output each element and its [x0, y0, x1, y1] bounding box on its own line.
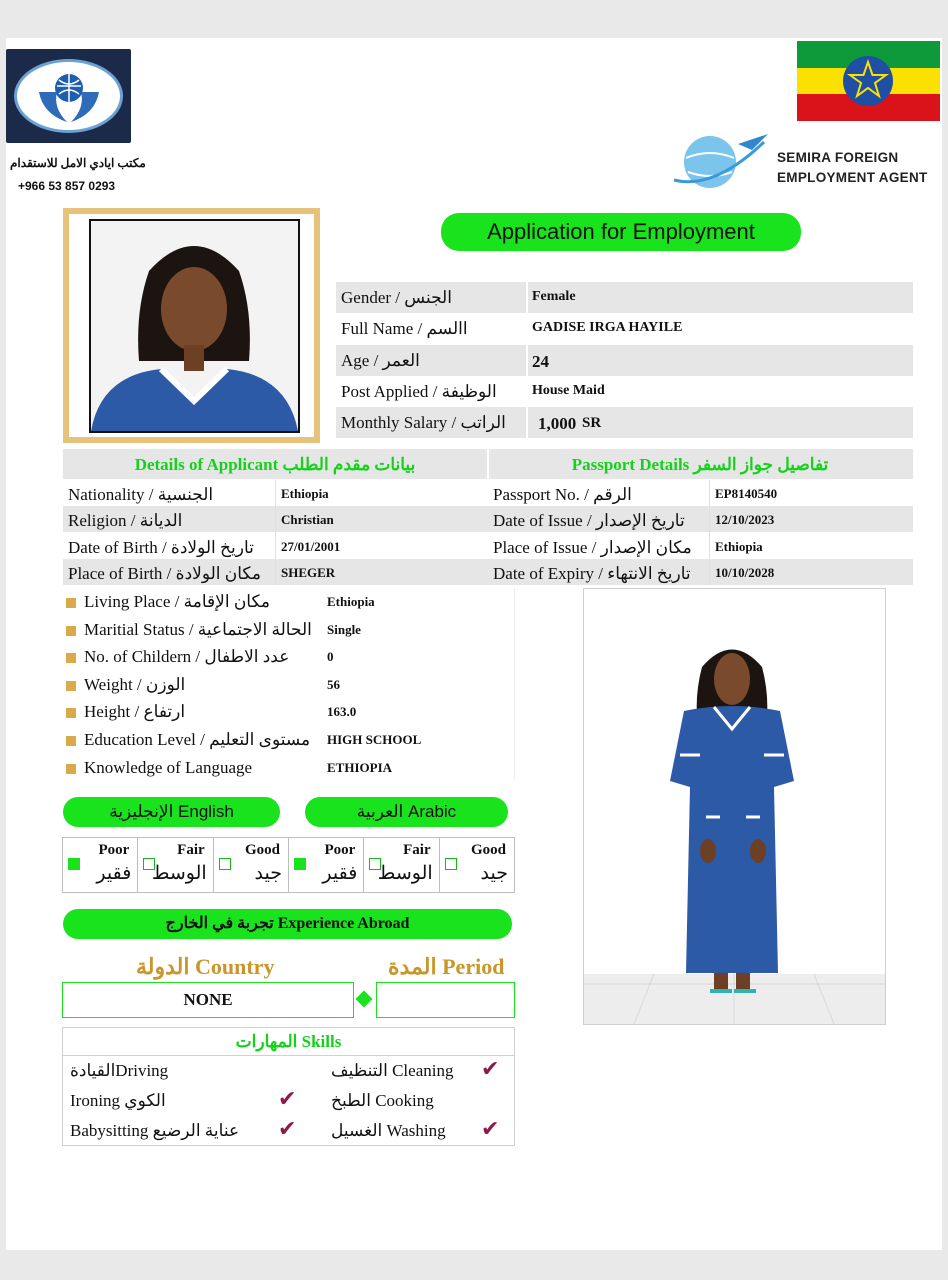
personal-label: Height / ارتفاع: [84, 702, 186, 721]
applicant-label: Date of Birth / تاريخ الولادة: [68, 538, 254, 557]
arabic-level-cell[interactable]: [440, 838, 514, 892]
portrait-frame: [63, 208, 320, 443]
checkmark-icon: ✔: [278, 1117, 297, 1142]
info-value: House Maid: [532, 383, 605, 398]
info-label: Post Applied / الوظيفة: [341, 382, 497, 401]
personal-row: [66, 759, 252, 776]
bullet-icon: [66, 681, 76, 691]
personal-value: Ethiopia: [327, 594, 375, 609]
country-value-box: NONE: [62, 982, 354, 1018]
bullet-icon: [66, 598, 76, 608]
personal-label: Education Level / مستوى التعليم: [84, 730, 311, 749]
skill-label: الغسيل Washing: [331, 1121, 446, 1140]
portrait-photo: [89, 219, 300, 433]
level-label-en: Good: [470, 842, 506, 858]
globe-plane-icon: [668, 128, 772, 194]
personal-row: [66, 621, 312, 638]
applicant-col-divider: [275, 480, 276, 585]
passport-col-divider: [709, 480, 710, 585]
level-label-ar: فقير: [322, 863, 358, 884]
personal-label: Maritial Status / الحالة الاجتماعية: [84, 620, 312, 639]
salary-unit: SR: [582, 415, 602, 431]
personal-label: No. of Childern / عدد الاطفال: [84, 647, 290, 666]
arabic-level-cell[interactable]: [364, 838, 439, 892]
passport-value: 10/10/2028: [715, 565, 775, 580]
info-value: 1,000: [538, 414, 577, 433]
arabic-language-pill: العربية Arabic: [305, 797, 508, 827]
personal-row: [66, 676, 185, 693]
personal-label: Weight / الوزن: [84, 675, 186, 694]
personal-value: 56: [327, 677, 340, 692]
bullet-icon: [66, 708, 76, 718]
arabic-level-cell[interactable]: [289, 838, 364, 892]
passport-label: Date of Expiry / تاريخ الانتهاء: [493, 564, 691, 583]
applicant-value: SHEGER: [281, 565, 336, 580]
applicant-label: Place of Birth / مكان الولادة: [68, 564, 261, 583]
applicant-value: Christian: [281, 512, 334, 527]
detail-row: [63, 506, 913, 532]
level-label-ar: الوسط: [151, 863, 207, 884]
checked-box-icon: [68, 858, 80, 870]
info-row: [336, 345, 913, 376]
info-label: Monthly Salary / الراتب: [341, 413, 506, 432]
skill-label: التنظيف Cleaning: [331, 1061, 454, 1080]
level-label-en: Poor: [98, 842, 130, 858]
country-label: الدولة Country: [136, 954, 275, 979]
skills-heading: المهارات Skills: [235, 1032, 342, 1051]
checkmark-icon: ✔: [278, 1087, 297, 1112]
info-value: GADISE IRGA HAYILE: [532, 320, 683, 335]
applicant-heading: Details of Applicant بيانات مقدم الطلب: [134, 455, 416, 474]
period-value-box: [376, 982, 515, 1018]
info-row-divider: [526, 313, 528, 344]
passport-label: Place of Issue / مكان الإصدار: [493, 538, 692, 557]
applicant-value: Ethiopia: [281, 486, 329, 501]
passport-value: EP8140540: [715, 486, 778, 501]
experience-heading: تجربة في الخارج Experience Abroad: [63, 909, 512, 939]
skill-label: الطبخ Cooking: [331, 1091, 434, 1110]
page-title: Application for Employment: [441, 213, 801, 251]
ethiopia-flag: [797, 41, 940, 121]
personal-row: [66, 731, 310, 748]
personal-value: HIGH SCHOOL: [327, 732, 422, 747]
checkmark-icon: ✔: [481, 1117, 500, 1142]
applicant-label: Nationality / الجنسية: [68, 485, 214, 504]
full-body-photo: [583, 588, 886, 1025]
applicant-label: Religion / الديانة: [68, 511, 183, 530]
english-level-cell[interactable]: [138, 838, 213, 892]
bullet-icon: [66, 626, 76, 636]
personal-row: [66, 593, 270, 610]
personal-row: [66, 648, 289, 665]
passport-label: Date of Issue / تاريخ الإصدار: [493, 511, 685, 530]
checked-box-icon: [294, 858, 306, 870]
language-level-table: [62, 837, 515, 893]
skill-label: Ironing الكوي: [70, 1091, 166, 1110]
agency-left-name: مكتب ايادي الامل للاستقدام: [10, 156, 146, 170]
bullet-icon: [66, 653, 76, 663]
english-language-pill: الإنجليزية English: [63, 797, 280, 827]
personal-row: [66, 703, 185, 720]
personal-label: Living Place / مكان الإقامة: [84, 592, 270, 611]
bullet-icon: [66, 736, 76, 746]
level-label-en: Poor: [324, 842, 356, 858]
info-row-divider: [526, 376, 528, 407]
info-value: 24: [532, 352, 549, 371]
info-label: Full Name / االسم: [341, 319, 468, 338]
level-label-en: Fair: [177, 842, 205, 858]
personal-value: 0: [327, 649, 334, 664]
passport-value: 12/10/2023: [715, 512, 775, 527]
info-row-divider: [526, 345, 528, 376]
personal-label: Knowledge of Language: [84, 758, 253, 777]
period-label: المدة Period: [388, 954, 505, 979]
star-emblem-icon: [842, 55, 894, 107]
agency-left-phone: +966 53 857 0293: [18, 179, 116, 193]
bullet-icon: [66, 764, 76, 774]
info-label: Age / العمر: [341, 351, 420, 370]
unchecked-box-icon: [219, 858, 231, 870]
checkmark-icon: ✔: [481, 1057, 500, 1082]
info-row-divider: [526, 407, 528, 438]
passport-label: Passport No. / الرقم: [493, 485, 632, 504]
level-label-ar: فقير: [96, 863, 132, 884]
english-level-cell[interactable]: [63, 838, 138, 892]
passport-heading: Passport Details تفاصيل جواز السفر: [571, 455, 829, 474]
skills-divider: [62, 1055, 515, 1056]
personal-value: 163.0: [327, 704, 357, 719]
personal-value: ETHIOPIA: [327, 760, 393, 775]
applicant-value: 27/01/2001: [281, 539, 341, 554]
agency-logo: [6, 49, 131, 143]
unchecked-box-icon: [445, 858, 457, 870]
info-label: Gender / الجنس: [341, 288, 452, 307]
info-value: Female: [532, 289, 576, 304]
personal-value: Single: [327, 622, 361, 637]
level-label-ar: الوسط: [377, 863, 433, 884]
skill-label: Babysitting عناية الرضيع: [70, 1121, 240, 1140]
info-row-divider: [526, 282, 528, 313]
agency-right-line1: SEMIRA FOREIGN: [777, 150, 899, 165]
level-label-en: Fair: [403, 842, 431, 858]
agency-right-line2: EMPLOYMENT AGENT: [777, 170, 928, 185]
level-label-ar: جيد: [254, 863, 282, 884]
passport-value: Ethiopia: [715, 539, 763, 554]
english-level-cell[interactable]: [214, 838, 289, 892]
level-label-en: Good: [244, 842, 280, 858]
level-label-ar: جيد: [480, 863, 508, 884]
skill-label: القيادةDriving: [70, 1061, 169, 1080]
